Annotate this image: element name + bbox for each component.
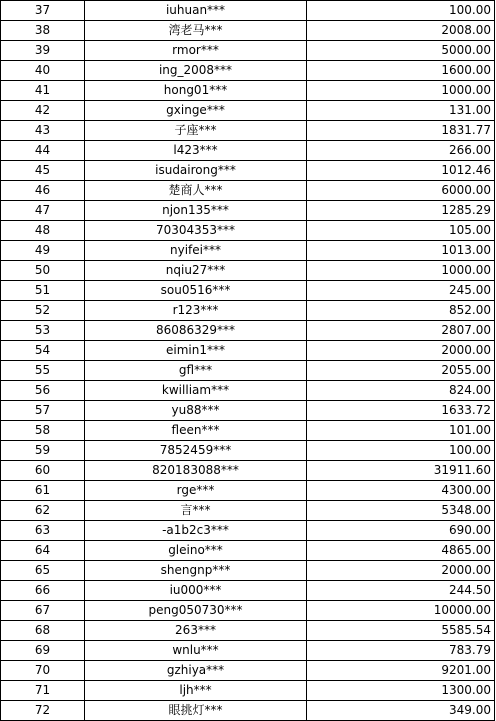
username-cell: njon135*** <box>85 201 307 221</box>
amount-cell: 1831.77 <box>307 121 495 141</box>
username-cell: ljh*** <box>85 681 307 701</box>
username-cell: gleino*** <box>85 541 307 561</box>
username-cell: l423*** <box>85 141 307 161</box>
username-cell: yu88*** <box>85 401 307 421</box>
amount-cell: 1285.29 <box>307 201 495 221</box>
amount-cell: 690.00 <box>307 521 495 541</box>
row-number-cell: 47 <box>1 201 85 221</box>
table-row <box>1 661 495 681</box>
table-row <box>1 21 495 41</box>
table-row <box>1 561 495 581</box>
amount-cell: 1000.00 <box>307 81 495 101</box>
table-row <box>1 201 495 221</box>
table-row <box>1 501 495 521</box>
amount-cell: 266.00 <box>307 141 495 161</box>
username-cell: eimin1*** <box>85 341 307 361</box>
table-row <box>1 541 495 561</box>
amount-cell: 2000.00 <box>307 561 495 581</box>
row-number-cell: 71 <box>1 681 85 701</box>
row-number-cell: 65 <box>1 561 85 581</box>
username-cell: sou0516*** <box>85 281 307 301</box>
table-row <box>1 321 495 341</box>
amount-cell: 245.00 <box>307 281 495 301</box>
table-row <box>1 141 495 161</box>
table-row <box>1 421 495 441</box>
username-cell: 湾老马*** <box>85 21 307 41</box>
username-cell: fleen*** <box>85 421 307 441</box>
row-number-cell: 55 <box>1 361 85 381</box>
table-row <box>1 241 495 261</box>
table-row <box>1 641 495 661</box>
row-number-cell: 60 <box>1 461 85 481</box>
username-cell: hong01*** <box>85 81 307 101</box>
amount-cell: 100.00 <box>307 441 495 461</box>
table-row <box>1 281 495 301</box>
username-cell: gzhiya*** <box>85 661 307 681</box>
table-row <box>1 481 495 501</box>
donation-table-body <box>1 1 495 721</box>
username-cell: peng050730*** <box>85 601 307 621</box>
row-number-cell: 68 <box>1 621 85 641</box>
amount-cell: 5000.00 <box>307 41 495 61</box>
table-row <box>1 181 495 201</box>
amount-cell: 2055.00 <box>307 361 495 381</box>
table-row <box>1 621 495 641</box>
row-number-cell: 39 <box>1 41 85 61</box>
row-number-cell: 41 <box>1 81 85 101</box>
amount-cell: 1000.00 <box>307 261 495 281</box>
table-row <box>1 521 495 541</box>
row-number-cell: 46 <box>1 181 85 201</box>
username-cell: rmor*** <box>85 41 307 61</box>
username-cell: 7852459*** <box>85 441 307 461</box>
username-cell: 言*** <box>85 501 307 521</box>
table-row <box>1 581 495 601</box>
row-number-cell: 37 <box>1 1 85 21</box>
username-cell: -a1b2c3*** <box>85 521 307 541</box>
table-row <box>1 161 495 181</box>
table-row <box>1 41 495 61</box>
amount-cell: 5585.54 <box>307 621 495 641</box>
username-cell: 眼挑灯*** <box>85 701 307 721</box>
amount-cell: 824.00 <box>307 381 495 401</box>
row-number-cell: 50 <box>1 261 85 281</box>
table-row <box>1 401 495 421</box>
amount-cell: 4300.00 <box>307 481 495 501</box>
username-cell: shengnp*** <box>85 561 307 581</box>
row-number-cell: 45 <box>1 161 85 181</box>
row-number-cell: 43 <box>1 121 85 141</box>
username-cell: 263*** <box>85 621 307 641</box>
row-number-cell: 52 <box>1 301 85 321</box>
row-number-cell: 40 <box>1 61 85 81</box>
amount-cell: 105.00 <box>307 221 495 241</box>
row-number-cell: 49 <box>1 241 85 261</box>
username-cell: iu000*** <box>85 581 307 601</box>
username-cell: gxinge*** <box>85 101 307 121</box>
row-number-cell: 56 <box>1 381 85 401</box>
username-cell: r123*** <box>85 301 307 321</box>
amount-cell: 1633.72 <box>307 401 495 421</box>
table-row <box>1 441 495 461</box>
row-number-cell: 58 <box>1 421 85 441</box>
table-row <box>1 81 495 101</box>
amount-cell: 9201.00 <box>307 661 495 681</box>
amount-cell: 1012.46 <box>307 161 495 181</box>
username-cell: iuhuan*** <box>85 1 307 21</box>
amount-cell: 2000.00 <box>307 341 495 361</box>
row-number-cell: 66 <box>1 581 85 601</box>
table-row <box>1 381 495 401</box>
amount-cell: 4865.00 <box>307 541 495 561</box>
row-number-cell: 44 <box>1 141 85 161</box>
table-row <box>1 461 495 481</box>
username-cell: ing_2008*** <box>85 61 307 81</box>
row-number-cell: 42 <box>1 101 85 121</box>
row-number-cell: 54 <box>1 341 85 361</box>
row-number-cell: 67 <box>1 601 85 621</box>
username-cell: 子座*** <box>85 121 307 141</box>
amount-cell: 1600.00 <box>307 61 495 81</box>
table-row <box>1 301 495 321</box>
row-number-cell: 59 <box>1 441 85 461</box>
amount-cell: 244.50 <box>307 581 495 601</box>
amount-cell: 1300.00 <box>307 681 495 701</box>
amount-cell: 852.00 <box>307 301 495 321</box>
amount-cell: 6000.00 <box>307 181 495 201</box>
username-cell: isudairong*** <box>85 161 307 181</box>
amount-cell: 1013.00 <box>307 241 495 261</box>
username-cell: 820183088*** <box>85 461 307 481</box>
username-cell: wnlu*** <box>85 641 307 661</box>
amount-cell: 783.79 <box>307 641 495 661</box>
amount-cell: 131.00 <box>307 101 495 121</box>
table-row <box>1 601 495 621</box>
row-number-cell: 63 <box>1 521 85 541</box>
username-cell: nyifei*** <box>85 241 307 261</box>
row-number-cell: 62 <box>1 501 85 521</box>
amount-cell: 31911.60 <box>307 461 495 481</box>
amount-cell: 101.00 <box>307 421 495 441</box>
table-row <box>1 361 495 381</box>
username-cell: gfl*** <box>85 361 307 381</box>
row-number-cell: 70 <box>1 661 85 681</box>
amount-cell: 10000.00 <box>307 601 495 621</box>
amount-cell: 349.00 <box>307 701 495 721</box>
username-cell: 楚商人*** <box>85 181 307 201</box>
row-number-cell: 48 <box>1 221 85 241</box>
amount-cell: 2008.00 <box>307 21 495 41</box>
table-row <box>1 341 495 361</box>
row-number-cell: 61 <box>1 481 85 501</box>
table-row <box>1 1 495 21</box>
table-row <box>1 261 495 281</box>
row-number-cell: 51 <box>1 281 85 301</box>
table-row <box>1 121 495 141</box>
table-row <box>1 701 495 721</box>
table-row <box>1 221 495 241</box>
username-cell: 86086329*** <box>85 321 307 341</box>
row-number-cell: 69 <box>1 641 85 661</box>
row-number-cell: 72 <box>1 701 85 721</box>
row-number-cell: 53 <box>1 321 85 341</box>
row-number-cell: 57 <box>1 401 85 421</box>
amount-cell: 5348.00 <box>307 501 495 521</box>
username-cell: rge*** <box>85 481 307 501</box>
table-row <box>1 681 495 701</box>
row-number-cell: 38 <box>1 21 85 41</box>
row-number-cell: 64 <box>1 541 85 561</box>
username-cell: 70304353*** <box>85 221 307 241</box>
table-row <box>1 61 495 81</box>
amount-cell: 100.00 <box>307 1 495 21</box>
username-cell: nqiu27*** <box>85 261 307 281</box>
amount-cell: 2807.00 <box>307 321 495 341</box>
table-row <box>1 101 495 121</box>
username-cell: kwilliam*** <box>85 381 307 401</box>
